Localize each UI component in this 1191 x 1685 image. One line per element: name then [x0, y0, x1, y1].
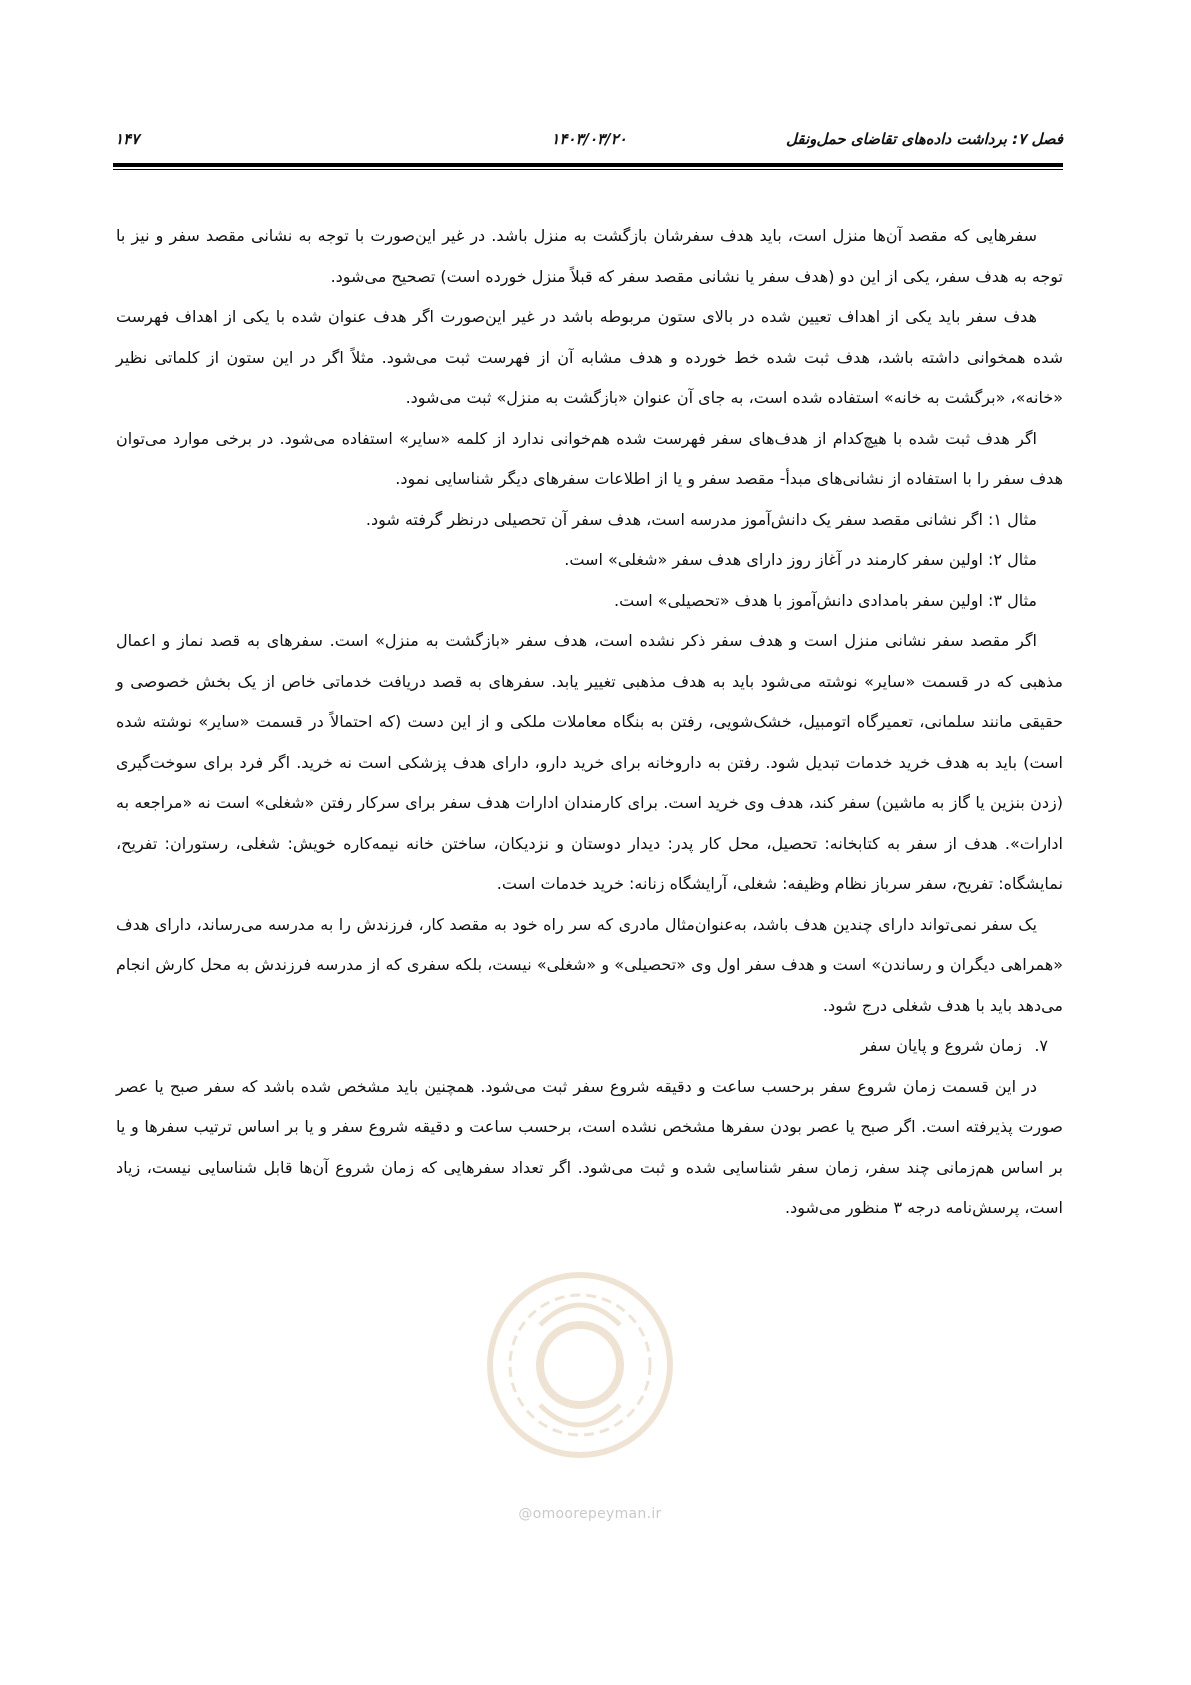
- example-item: مثال ۱: اگر نشانی مقصد سفر یک دانش‌آموز مدرسه است، هدف سفر آن تحصیلی درنظر گرفته شود.: [365, 509, 1037, 529]
- paragraph: یک سفر نمی‌تواند دارای چندین هدف باشد، به‌عنوان‌مثال مادری که سر راه خود به مقصد کار، فرزندش را به مدرسه می‌رساند، دارای هدف «همراهی دیگران و رساندن» است و هدف سفر اول وی «تحصیلی» و «شغلی» نیست، بلکه سفری که از مدرسه فرزندش به محل کارش انجام می‌دهد باید با هدف شغلی درج شود.: [116, 914, 1063, 1015]
- section-item: [116, 1026, 1063, 1067]
- paragraph: در این قسمت زمان شروع سفر برحسب ساعت و دقیقه شروع سفر ثبت می‌شود. همچنین باید مشخص شده باشد که سفر صبح یا عصر صورت پذیرفته است. اگر صبح یا عصر بودن سفرها مشخص نشده است، برحسب ساعت و دقیقه شروع سفر و یا بر اساس ترتیب سفرها و یا بر اساس هم‌زمانی چند سفر، زمان سفر شناسایی شده و ثبت می‌شود. اگر تعداد سفرهایی که زمان شروع آن‌ها قابل شناسایی نیست، زیاد است، پرسش‌نامه درجه ۳ منظور می‌شود.: [116, 1076, 1063, 1217]
- chapter-title: فصل ۷: برداشت داده‌های تقاضای حمل‌ونقل: [786, 130, 1063, 148]
- page-number: ۱۴۷: [115, 130, 140, 148]
- section-item-title: زمان شروع و پایان سفر: [860, 1036, 1022, 1055]
- section-item-number: ۷.: [1034, 1036, 1048, 1055]
- example-item: مثال ۲: اولین سفر کارمند در آغاز روز دارای هدف سفر «شغلی» است.: [564, 550, 1037, 569]
- paragraph: هدف سفر باید یکی از اهداف تعیین شده در بالای ستون مربوطه باشد در غیر این‌صورت اگر هدف عنوان شده با یکی از اهداف فهرست شده همخوانی داشته باشد، هدف ثبت شده خط خورده و هدف مشابه آن از فهرست ثبت می‌شود. مثلاً اگر در این ستون از کلماتی نظیر «خانه»، «برگشت به خانه» استفاده شده است، به جای آن عنوان «بازگشت به منزل» ثبت می‌شود.: [116, 307, 1063, 407]
- header-rule-thin: [113, 169, 1063, 170]
- header-date: ۱۴۰۳/۰۳/۲۰: [551, 130, 627, 148]
- header-rule-thick: [113, 163, 1063, 167]
- paragraph: سفرهایی که مقصد آن‌ها منزل است، باید هدف سفرشان بازگشت به منزل باشد. در غیر این‌صورت با توجه به نشانی مقصد سفر و نیز با توجه به هدف سفر، یکی از این دو (هدف سفر یا نشانی مقصد سفر که قبلاً منزل خورده است) تصحیح می‌شود.: [116, 226, 1063, 286]
- paragraph: اگر مقصد سفر نشانی منزل است و هدف سفر ذکر نشده است، هدف سفر «بازگشت به منزل» است. سفرهای به قصد نماز و اعمال مذهبی که در قسمت «سایر» نوشته می‌شود باید به هدف مذهبی تغییر یابد. سفرهای به قصد دریافت خدماتی خاص از یک بخش خصوصی و حقیقی مانند سلمانی، تعمیرگاه اتومبیل، خشک‌شویی، رفتن به بنگاه معاملات ملکی و از این دست (که احتمالاً در قسمت «سایر» نوشته شده است) باید به هدف خرید خدمات تبدیل شود. رفتن به داروخانه برای خرید دارو، دارای هدف پزشکی است نه خرید. اگر فرد برای سوخت‌گیری (زدن بنزین یا گاز به ماشین) سفر کند، هدف وی خرید است. برای کارمندان ادارات هدف سفر برای سرکار رفتن «شغلی» است نه «مراجعه به ادارات». هدف از سفر به کتابخانه: تحصیل، محل کار پدر: دیدار دوستان و نزدیکان، ساختن خانه نیمه‌کاره خویش: شغلی، رستوران: تفریح، نمایشگاه: تفریح، سفر سرباز نظام وظیفه: شغلی، آرایشگاه زنانه: خرید خدمات است.: [116, 631, 1063, 893]
- watermark-logo: [480, 1265, 680, 1465]
- paragraph: اگر هدف ثبت شده با هیچ‌کدام از هدف‌های سفر فهرست شده هم‌خوانی ندارد از کلمه «سایر» استفاده می‌شود. در برخی موارد می‌توان هدف سفر را با استفاده از نشانی‌های مبدأ- مقصد سفر و یا از اطلاعات سفرهای دیگر شناسایی نمود.: [116, 428, 1063, 488]
- page-body: [116, 216, 1063, 1229]
- example-item: مثال ۳: اولین سفر بامدادی دانش‌آموز با هدف «تحصیلی» است.: [614, 590, 1037, 610]
- watermark-text: @omoorepeyman.ir: [518, 1506, 662, 1522]
- page-header: [115, 126, 1063, 156]
